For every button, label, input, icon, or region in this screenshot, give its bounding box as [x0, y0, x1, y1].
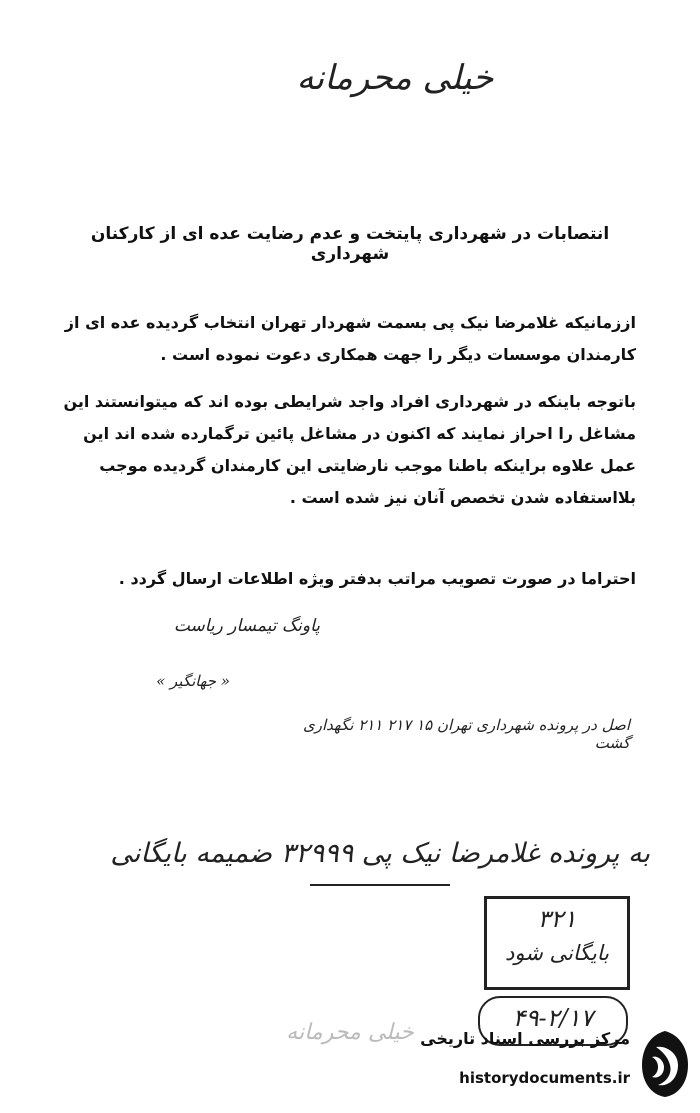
faint-stamp: خیلی محرمانه [286, 1020, 414, 1045]
body-paragraph: اززمانیکه غلامرضا نیک پی بسمت شهردار تهران انتخاب گردیده عده ای از کارمندان موسسات دیگر را جهت همکاری دعوت نموده است . [64, 313, 636, 364]
file-reference [70, 830, 650, 890]
stamp-number: ۳۲۱ [537, 905, 577, 933]
handwritten-note: اصل در پرونده شهرداری تهران ۱۵ ۲۱۷ ۲۱۱ نگهداری گشت [303, 716, 630, 752]
body-paragraph: احتراما در صورت تصویب مراتب بدفتر ویژه اطلاعات ارسال گردد . [118, 569, 636, 588]
handwritten-signature-line: پاونگ تیمسار ریاست [173, 616, 320, 636]
watermark-name: مرکز بررسی اسناد تاریخی [420, 1029, 630, 1048]
date-value: ۴۹-۲/۱۷ [512, 1004, 594, 1032]
file-reference-text: به پرونده غلامرضا نیک پی ۳۲۹۹۹ ضمیمه بایگانی [110, 838, 650, 869]
classification-mark: خیلی محرمانه [296, 58, 494, 98]
document-title: انتصابات در شهرداری پایتخت و عدم رضایت عده ای از کارکنان شهرداری [90, 224, 610, 264]
watermark [422, 1017, 692, 1107]
body-paragraph: باتوجه باینکه در شهرداری افراد واجد شرایطی بوده اند که میتوانستند این مشاغل را احراز نمایند که اکنون در مشاغل پائین ترگمارده شده اند این عمل علاوه براینکه باطنا موجب نارضایتی این کارمندان گردیده موجب بلااستفاده شدن تخصص آنان نیز شده است . [63, 392, 636, 507]
stamp-label: بایگانی شود [505, 941, 609, 965]
handwritten-signature-name: « جهانگیر » [156, 672, 230, 690]
watermark-url: historydocuments.ir [459, 1069, 630, 1087]
number-underline [310, 884, 450, 886]
archive-stamp [484, 896, 630, 990]
archive-logo-icon [638, 1027, 692, 1101]
